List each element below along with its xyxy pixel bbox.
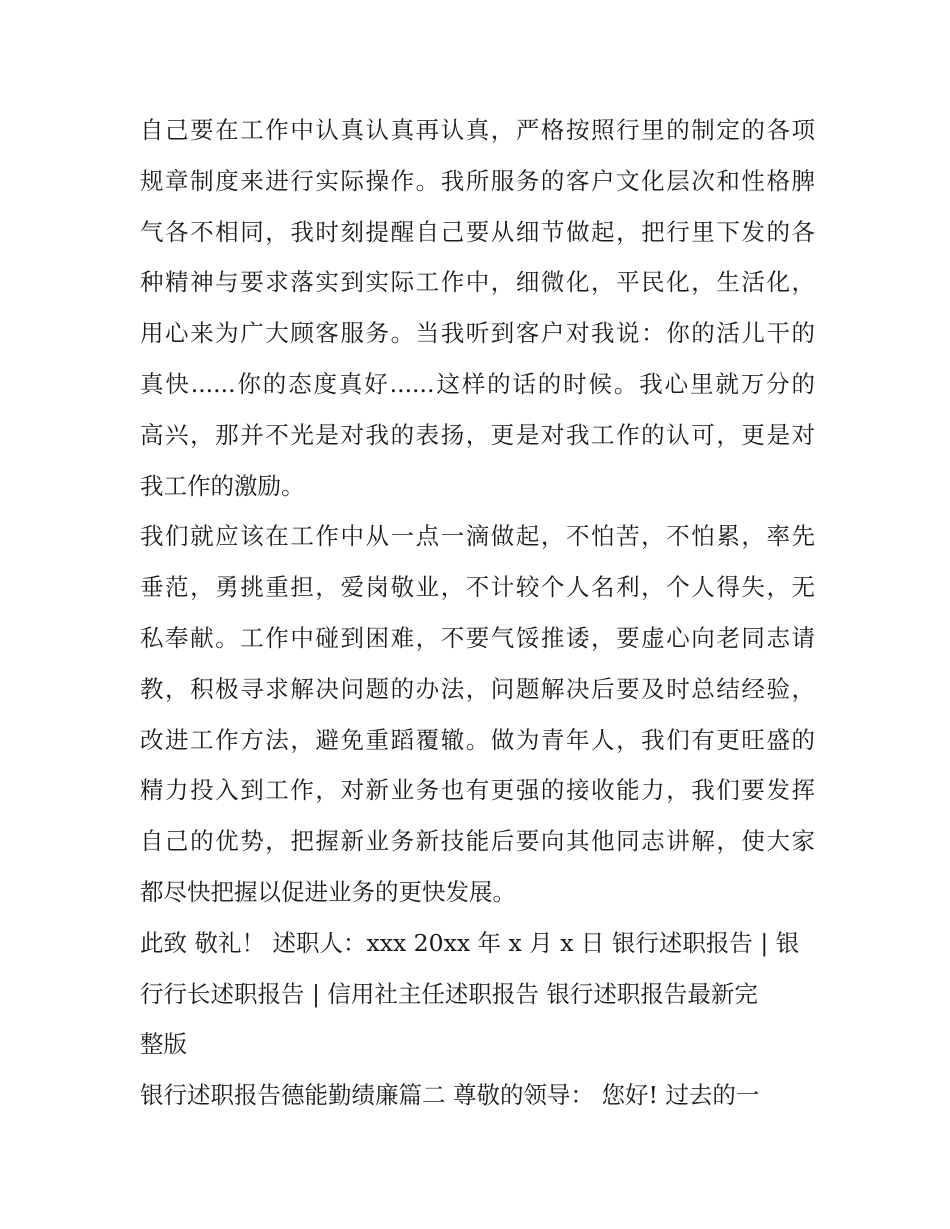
text-line-17: 此致 敬礼！ 述职人：xxx 20xx 年 x 月 x 日 银行述职报告 | 银 — [140, 928, 800, 957]
text-line-19: 整版 — [140, 1030, 187, 1059]
text-line-11: 私奉献。工作中碰到困难，不要气馁推诿，要虚心向老同志请 — [140, 623, 815, 652]
text-line-13: 改进工作方法，避免重蹈覆辙。做为青年人，我们有更旺盛的 — [140, 725, 815, 754]
text-line-20: 银行述职报告德能勤绩廉篇二 尊敬的领导： 您好! 过去的一 — [140, 1081, 760, 1110]
text-line-14: 精力投入到工作，对新业务也有更强的接收能力，我们要发挥 — [140, 776, 815, 805]
text-line-16: 都尽快把握以促进业务的更快发展。 — [140, 877, 516, 906]
text-line-3: 气各不相同，我时刻提醒自己要从细节做起，把行里下发的各 — [140, 217, 815, 246]
text-line-5: 用心来为广大顾客服务。当我听到客户对我说：你的活儿干的 — [140, 319, 815, 348]
text-line-15: 自己的优势，把握新业务新技能后要向其他同志讲解，使大家 — [140, 827, 815, 856]
text-line-1: 自己要在工作中认真认真再认真，严格按照行里的制定的各项 — [140, 116, 815, 144]
text-line-18: 行行长述职报告 | 信用社主任述职报告 银行述职报告最新完 — [140, 979, 758, 1008]
text-line-2: 规章制度来进行实际操作。我所服务的客户文化层次和性格脾 — [140, 166, 815, 195]
text-line-9: 我们就应该在工作中从一点一滴做起，不怕苦，不怕累，率先 — [140, 522, 815, 551]
text-line-6: 真快......你的态度真好......这样的话的时候。我心里就万分的 — [140, 369, 815, 398]
text-line-4: 种精神与要求落实到实际工作中，细微化，平民化，生活化， — [140, 268, 815, 297]
text-line-7: 高兴，那并不光是对我的表扬，更是对我工作的认可，更是对 — [140, 420, 815, 449]
document-body — [140, 105, 815, 1121]
text-line-12: 教，积极寻求解决问题的办法，问题解决后要及时总结经验， — [140, 674, 815, 703]
text-line-10: 垂范，勇挑重担，爱岗敬业，不计较个人名利，个人得失，无 — [140, 573, 815, 602]
text-line-8: 我工作的激励。 — [140, 471, 305, 500]
